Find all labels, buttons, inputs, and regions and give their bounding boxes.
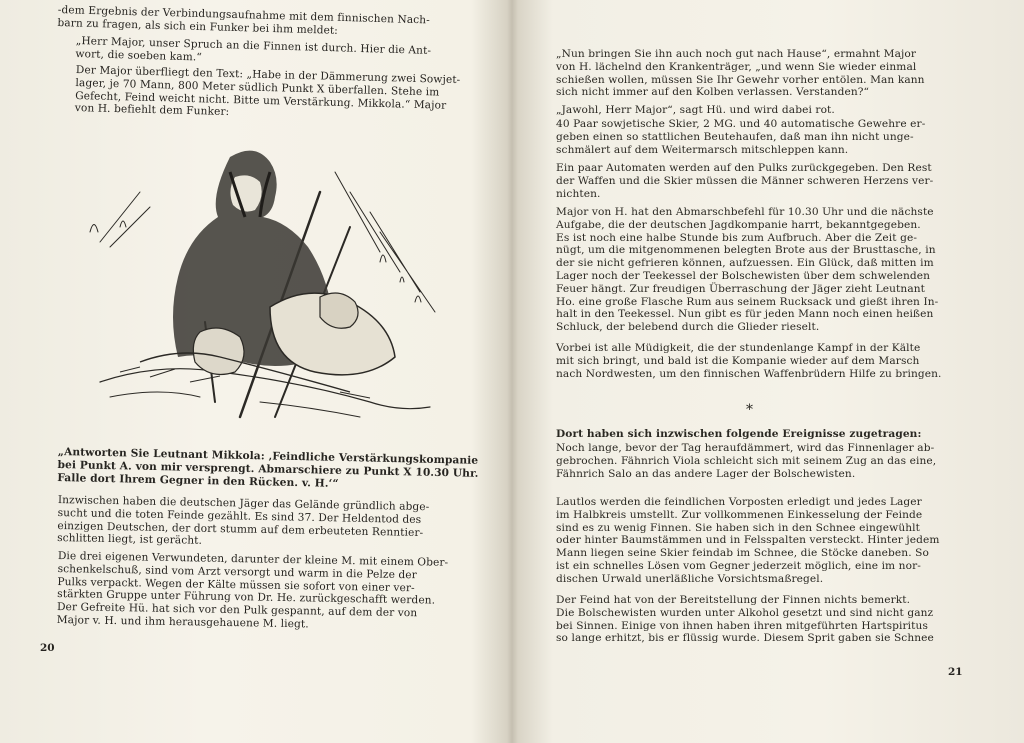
section-heading: Dort haben sich inzwischen folgende Ereignisse zugetragen: [556, 428, 922, 440]
soldiers-illustration [80, 132, 440, 432]
page-number-left: 20 [40, 642, 55, 654]
paragraph: 40 Paar sowjetische Skier, 2 MG. und 40 automatische Gewehre er- geben einen so stattlichen Beutehaufen, daß man ihn nicht unge- schmälert auf dem Weitermarsch mitschleppen kann. [556, 118, 926, 156]
right-page [512, 0, 1024, 743]
paragraph: Major von H. hat den Abmarschbefehl für 10.30 Uhr und die nächste Aufgabe, die der deutschen Jagdkompanie harrt, bekanntgegeben. Es ist noch eine halbe Stunde bis zum Aufbruch. Aber die Zeit ge- nügt, um die mitgenommenen belegten Brote aus der Brusttasche, in der sie nicht gefrieren können, aufzuessen. Ein Glück, daß mitten im Lager noch der Teekessel der Bolschewisten über dem schwelenden Feuer hängt. Zur freudigen Überraschung der Jäger zieht Leutnant Ho. eine große Flasche Rum aus seinem Rucksack und gießt ihren In- halt in den Teekessel. Nun gibt es für jeden Mann noch einen heißen Schluck, der belebend durch die Glieder rieselt. [556, 206, 939, 334]
paragraph: Ein paar Automaten werden auf den Pulks zurückgegeben. Den Rest der Waffen und die Skier müssen die Männer schweren Herzens ver- nichten. [556, 162, 934, 200]
paragraph: -dem Ergebnis der Verbindungsaufnahme mit dem finnischen Nach- barn zu fragen, als sich ein Funker bei ihm meldet: [57, 4, 431, 37]
paragraph: „Nun bringen Sie ihn auch noch gut nach Hause“, ermahnt Major von H. lächelnd den Krankenträger, „und wenn Sie wieder einmal schießen wollen, müssen Sie Ihr Gewehr vorher entölen. Man kann sich nicht immer auf den Kolben verlassen. Verstanden?“ [556, 48, 925, 99]
paragraph: Noch lange, bevor der Tag heraufdämmert, wird das Finnenlager ab- gebrochen. Fähnrich Viola schleicht sich mit seinem Zug an das eine, Fähnrich Salo an das andere Lager der Bolschewisten. [556, 442, 937, 480]
paragraph: „Herr Major, unser Spruch an die Finnen ist durch. Hier die Ant- wort, die soeben kam.“ [75, 35, 432, 64]
paragraph: Die drei eigenen Verwundeten, darunter der kleine M. mit einem Ober- schenkelschuß, sind vom Arzt versorgt und warm in die Pelze der Pulks verpackt. Wegen der Kälte müssen sie sofort von einer ver- stärkten Gruppe unter Führung von Dr. He. zurückgeschafft werden. Der Gefreite Hü. hat sich vor den Pulk gespannt, auf dem der von Major v. H. und ihm herausgehauene M. liegt. [56, 550, 449, 631]
paragraph: Inzwischen haben die deutschen Jäger das Gelände gründlich abge- sucht und die toten Feinde gezählt. Es sind 37. Der Heldentod des einzigen Deutschen, der dort stumm auf dem erbeuteten Renntier- schlitten liegt, ist gerächt. [57, 494, 430, 548]
page-number-right: 21 [948, 666, 963, 678]
paragraph: „Jawohl, Herr Major“, sagt Hü. und wird dabei rot. [556, 104, 835, 116]
paragraph: Vorbei ist alle Müdigkeit, die der stundenlange Kampf in der Kälte mit sich bringt, und bald ist die Kompanie wieder auf dem Marsch nach Nordwesten, um den finnischen Waffenbrüdern Hilfe zu bringen. [556, 342, 942, 380]
paragraph: Der Feind hat von der Bereitstellung der Finnen nichts bemerkt. Die Bolschewisten wurden unter Alkohol gesetzt und sind nicht ganz bei Sinnen. Einige von ihnen haben ihren mitgeführten Hartspiritus so lange erhitzt, bis er flüssig wurde. Diesem Sprit gaben sie Schnee [556, 594, 934, 645]
paragraph: „Antworten Sie Leutnant Mikkola: ‚Feindliche Verstärkungskompanie bei Punkt A. von mir versprengt. Abmarschiere zu Punkt X 10.30 Uhr. Falle dort Ihrem Gegner in den Rücken. v. H.‘“ [57, 446, 479, 490]
paragraph: Lautlos werden die feindlichen Vorposten erledigt und jedes Lager im Halbkreis umstellt. Zur vollkommenen Einkesselung der Feinde sind es zu wenig Finnen. Sie haben sich in den Schnee eingewühlt oder hinter Baumstämmen und in Felsspalten versteckt. Hinter jedem Mann liegen seine Skier feindab im Schnee, die Stöcke daneben. So ist ein schnelles Lösen vom Gegner jederzeit möglich, eine im nor- dischen Urwald unerläßliche Vorsichtsmaßregel. [556, 496, 940, 585]
paragraph: Der Major überfliegt den Text: „Habe in der Dämmerung zwei Sowjet- lager, je 70 Mann, 800 Meter südlich Punkt X überfallen. Stehe im Gefecht, Feind weicht nicht. Bitte um Verstärkung. Mikkola.“ Major von H. befiehlt dem Funker: [74, 64, 461, 119]
section-marker: * [746, 402, 753, 418]
